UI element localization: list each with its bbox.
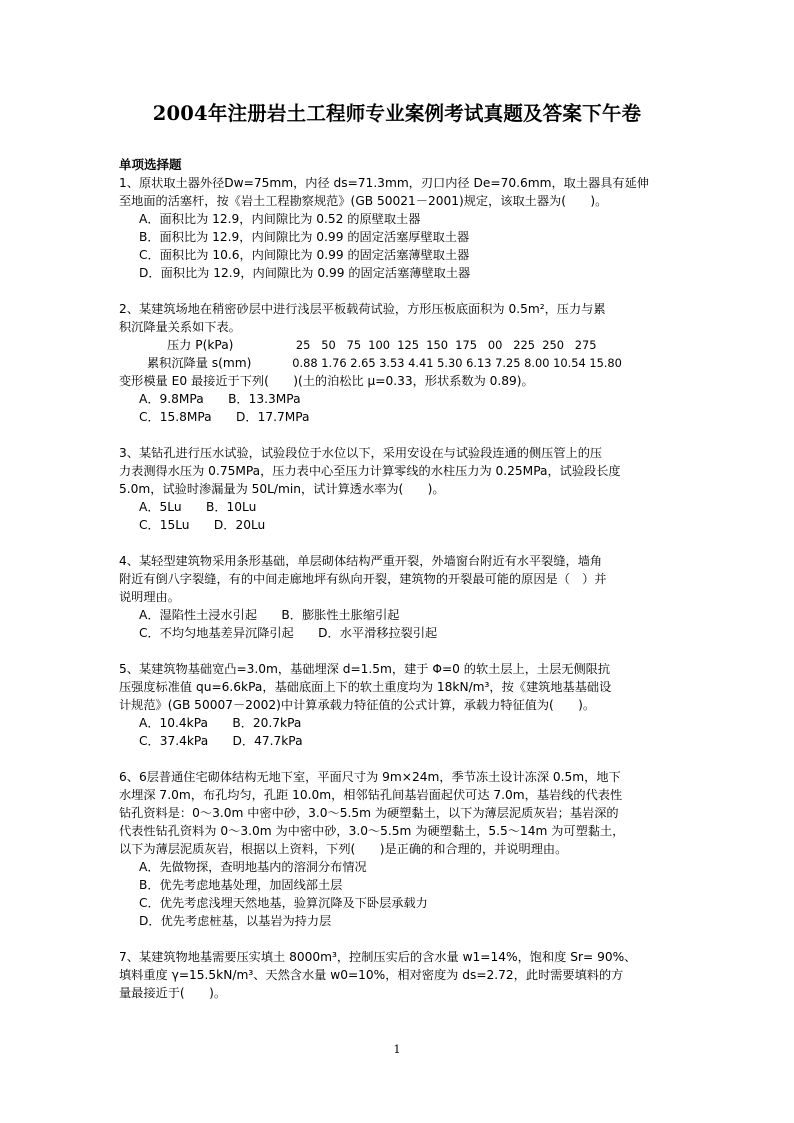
- question-1: [119, 174, 679, 282]
- question-text-line: 6、6层普通住宅砌体结构无地下室，平面尺寸为 9m×24m，季节冻土设计冻深 0.5m，地下: [119, 770, 621, 784]
- answer-option-d: D．面积比为 12.9，内间隙比为 0.99 的固定活塞薄壁取土器: [139, 266, 471, 280]
- question-text-line: 3、某钻孔进行压水试验，试验段位于水位以下，采用安设在与试验段连通的侧压管上的压: [119, 446, 603, 460]
- question-5: [119, 660, 679, 750]
- page-number: 1: [393, 1043, 401, 1056]
- question-text-line: 4、某轻型建筑物采用条形基础，单层砌体结构严重开裂，外墙窗台附近有水平裂缝，墙角: [119, 554, 603, 568]
- question-text-line: 1、原状取土器外径Dw=75mm，内径 ds=71.3mm，刃口内径 De=70.6mm，取土器具有延伸: [119, 176, 649, 190]
- document-body: [119, 156, 679, 1002]
- question-text-line: 量最接近于( )。: [119, 986, 227, 1000]
- question-text-line: 计规范》(GB 50007－2002)中计算承载力特征值的公式计算，承载力特征值为( )。: [119, 698, 596, 712]
- question-text-line: 5.0m，试验时渗漏量为 50L/min，试计算透水率为( )。: [119, 482, 445, 496]
- question-2: [119, 300, 679, 426]
- answer-options-row: A．10.4kPa B．20.7kPa: [139, 716, 302, 730]
- question-4: [119, 552, 679, 642]
- spacer: [119, 642, 679, 660]
- question-text-line: 以下为薄层泥质灰岩，根据以上资料，下列( )是正确的和合理的，并说明理由。: [119, 842, 568, 856]
- answer-options-row: C．15Lu D．20Lu: [139, 518, 266, 532]
- question-text-line: 压强度标准值 qu=6.6kPa，基础底面上下的软土重度均为 18kN/m³，按《建筑地基基础设: [119, 680, 612, 694]
- question-3: [119, 444, 679, 534]
- question-text-line: 水埋深 7.0m，布孔均匀，孔距 10.0m，相邻钻孔间基岩面起伏可达 7.0m，基岩线的代表性: [119, 788, 623, 802]
- question-text-line: 说明理由。: [119, 590, 180, 604]
- question-text-line: 附近有倒八字裂缝，有的中间走廊地坪有纵向开裂，建筑物的开裂最可能的原因是（ ）并: [119, 572, 607, 586]
- answer-options-row: C．不均匀地基差异沉降引起 D．水平滑移拉裂引起: [139, 626, 438, 640]
- spacer: [119, 282, 679, 300]
- answer-options-row: A．5Lu B．10Lu: [139, 500, 257, 514]
- answer-option-b: B．优先考虑地基处理，加固线部土层: [139, 878, 343, 892]
- question-text-line: 2、某建筑场地在稍密砂层中进行浅层平板载荷试验，方形压板底面积为 0.5m²，压力与累: [119, 302, 606, 316]
- data-table-row-settlement: [119, 354, 679, 372]
- question-6: [119, 768, 679, 930]
- answer-option-d: D．优先考虑桩基，以基岩为持力层: [139, 914, 332, 928]
- answer-options-row: A．湿陷性土浸水引起 B．膨胀性土胀缩引起: [139, 608, 400, 622]
- answer-option-c: C．面积比为 10.6，内间隙比为 0.99 的固定活塞薄壁取土器: [139, 248, 470, 262]
- data-table-row-pressure: [119, 336, 679, 354]
- answer-option-b: B．面积比为 12.9，内间隙比为 0.99 的固定活塞厚壁取土器: [139, 230, 470, 244]
- answer-option-a: A．面积比为 12.9，内间隙比为 0.52 的原壁取土器: [139, 212, 421, 226]
- question-text-line: 钻孔资料是：0～3.0m 中密中砂，3.0～5.5m 为硬塑黏土，以下为薄层泥质灰岩；基岩深的: [119, 806, 619, 820]
- spacer: [119, 750, 679, 768]
- question-text-line: 代表性钻孔资料为 0～3.0m 为中密中砂，3.0～5.5m 为硬塑黏土，5.5～14m 为可塑黏土，: [119, 824, 625, 838]
- question-text-line: 力表测得水压为 0.75MPa，压力表中心至压力计算零线的水柱压力为 0.25MPa，试验段长度: [119, 464, 621, 478]
- question-text-line: 变形模量 E0 最接近于下列( )(土的泊松比 μ=0.33，形状系数为 0.89)。: [119, 374, 534, 388]
- document-title: 2004年注册岩土工程师专业案例考试真题及答案下午卷: [152, 102, 642, 125]
- spacer: [119, 930, 679, 948]
- table-row-label: 压力 P(kPa): [167, 338, 234, 352]
- question-text-line: 至地面的活塞杆，按《岩土工程勘察规范》(GB 50021－2001)规定，该取土器为( )。: [119, 194, 608, 208]
- question-7: [119, 948, 679, 1002]
- section-heading: 单项选择题: [119, 157, 182, 172]
- question-text-line: 填料重度 γ=15.5kN/m³、天然含水量 w0=10%，相对密度为 ds=2.72，此时需要填料的方: [119, 968, 624, 982]
- question-text-line: 积沉降量关系如下表。: [119, 320, 241, 334]
- table-row-label: 累积沉降量 s(mm): [147, 356, 252, 370]
- table-row-values: 0.88 1.76 2.65 3.53 4.41 5.30 6.13 7.25 8.00 10.54 15.80: [285, 356, 622, 370]
- answer-options-row: C．37.4kPa D．47.7kPa: [139, 734, 303, 748]
- question-text-line: 7、某建筑物地基需要压实填土 8000m³，控制压实后的含水量 w1=14%，饱和度 Sr= 90%、: [119, 950, 637, 964]
- table-row-values: 25 50 75 100 125 150 175 00 225 250 275: [285, 338, 597, 352]
- spacer: [119, 534, 679, 552]
- answer-option-c: C．优先考虑浅埋天然地基，验算沉降及下卧层承载力: [139, 896, 428, 910]
- answer-option-a: A．先做物探，查明地基内的溶洞分布情况: [139, 860, 367, 874]
- question-text-line: 5、某建筑物基础宽凸=3.0m，基础埋深 d=1.5m，建于 Φ=0 的软土层上，土层无侧限抗: [119, 662, 611, 676]
- spacer: [119, 426, 679, 444]
- answer-options-row: C．15.8MPa D．17.7MPa: [139, 410, 310, 424]
- answer-options-row: A．9.8MPa B．13.3MPa: [139, 392, 301, 406]
